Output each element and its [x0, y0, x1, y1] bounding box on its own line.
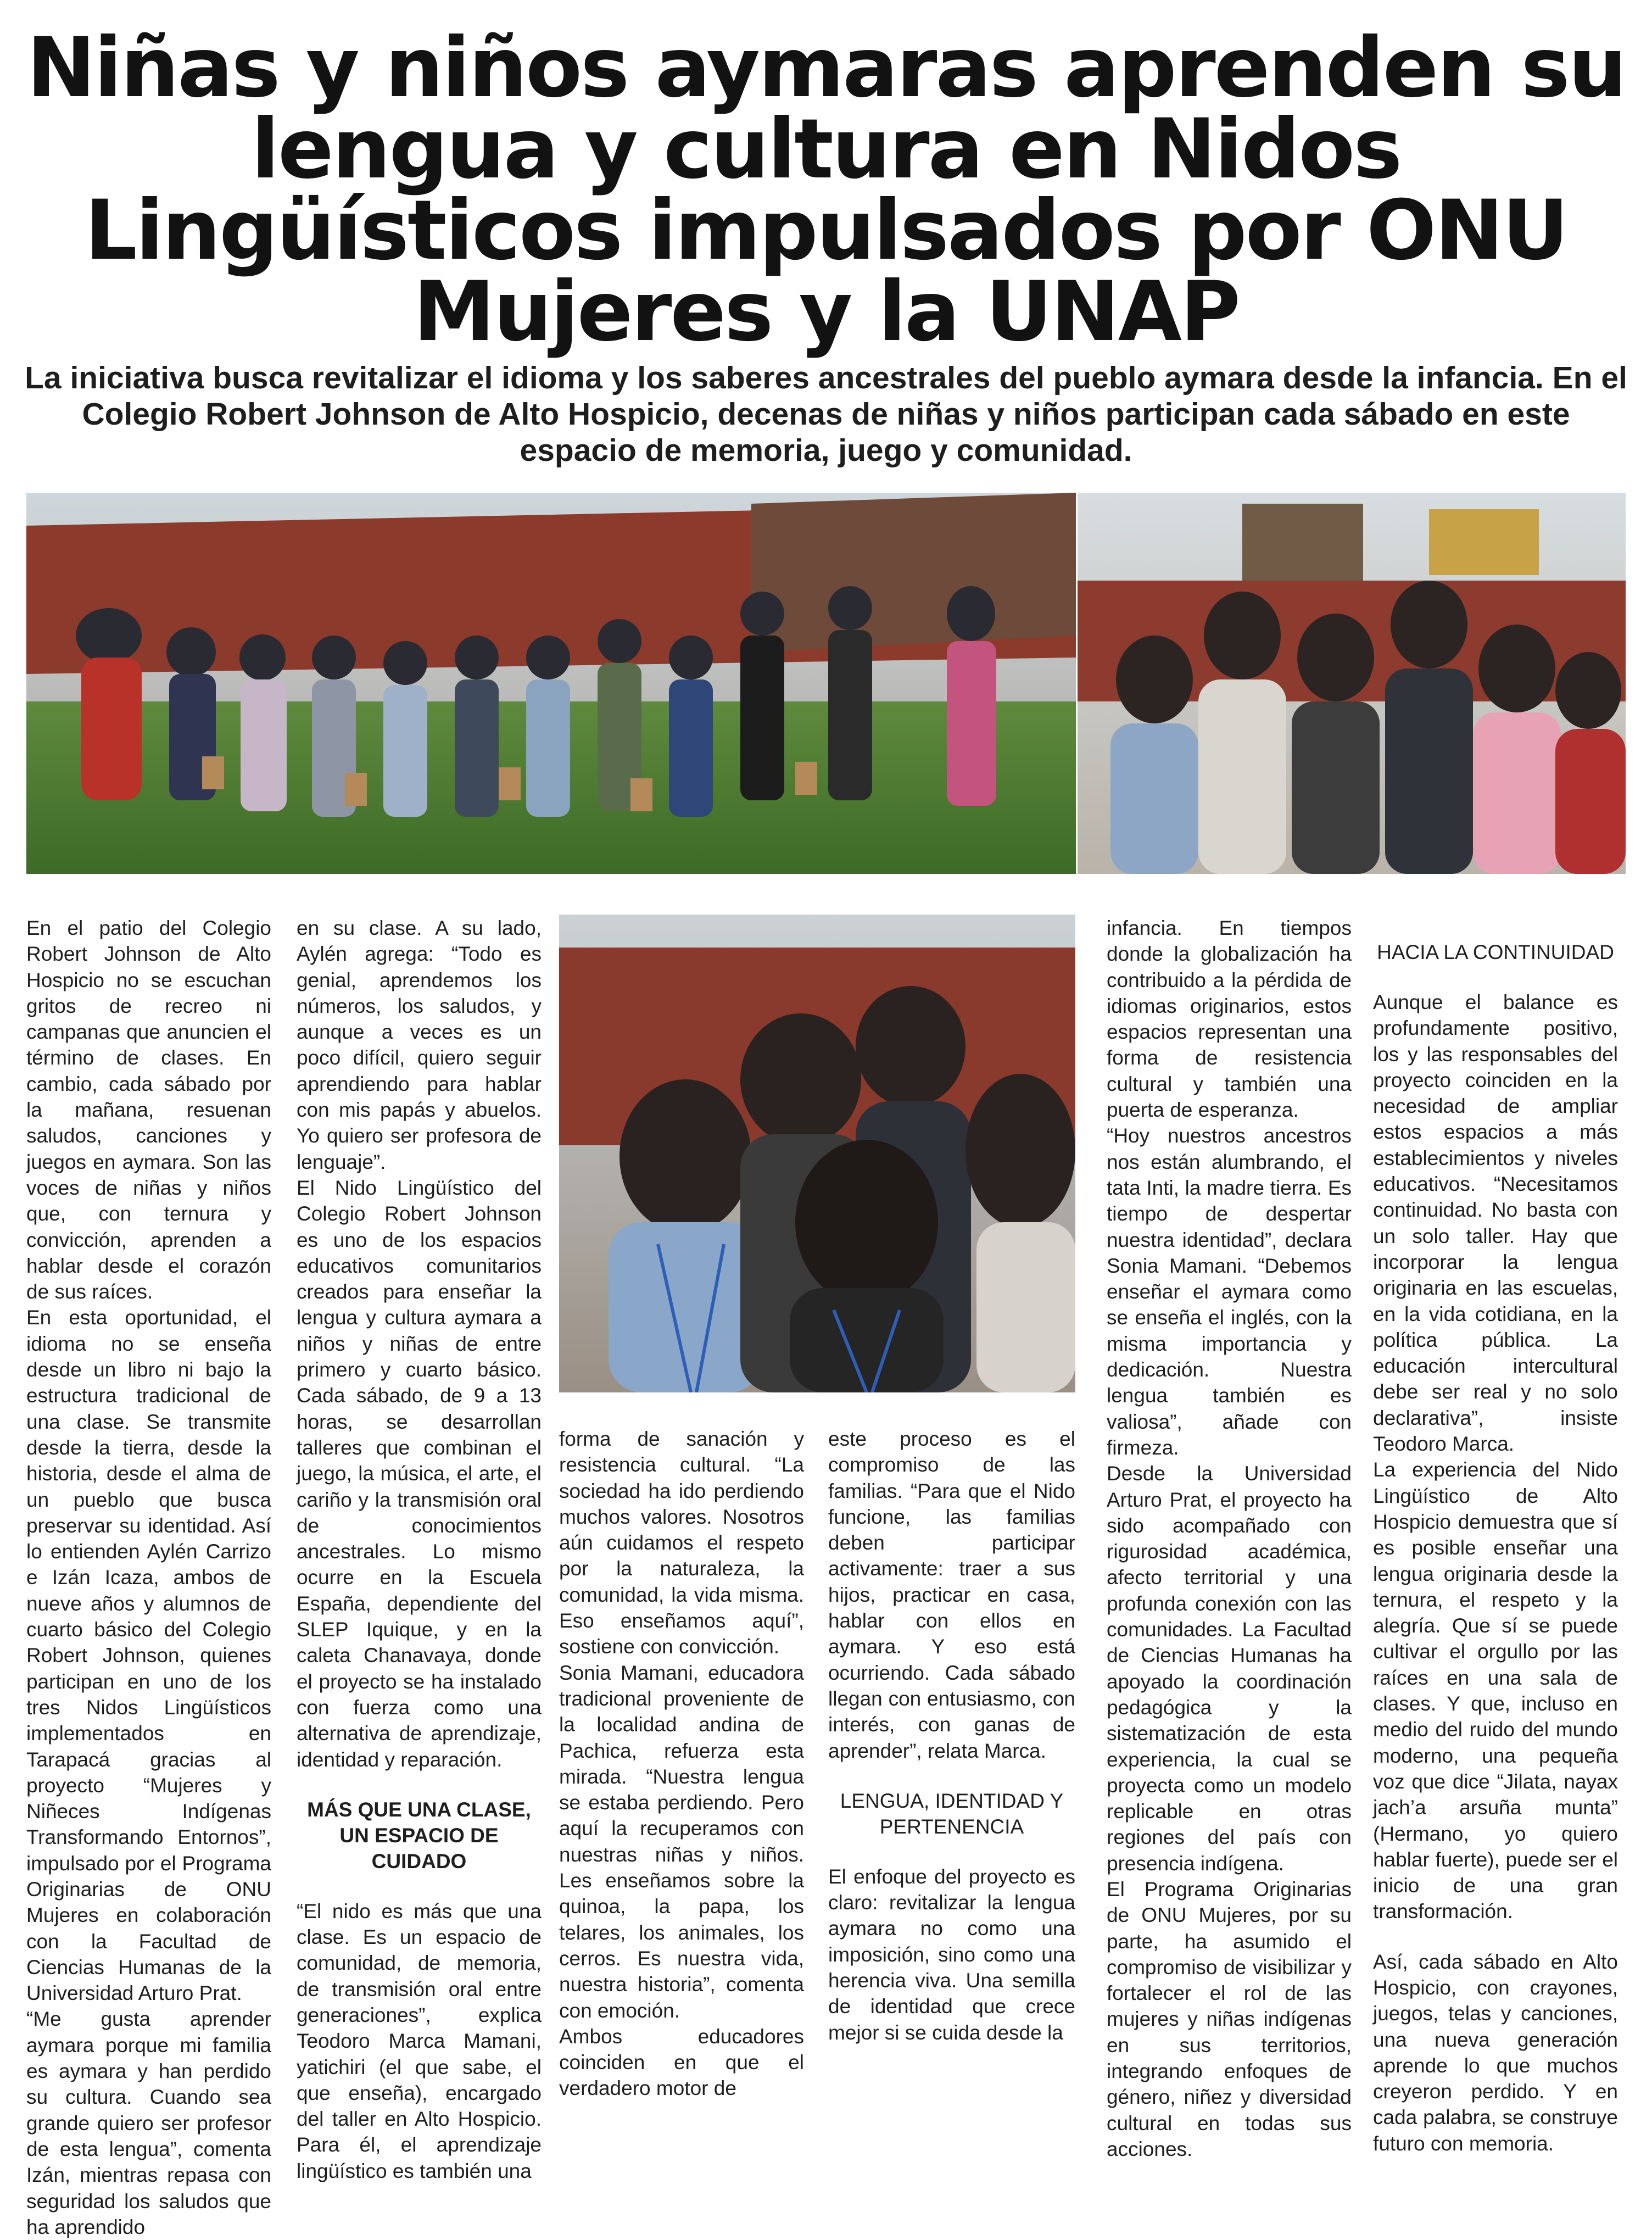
paragraph: El Nido Lingüístico del Colegio Robert Johnson es uno de los espacios educativos comunitarios creados para enseñar la lengua y cultura aymara a niños y niñas de entre primero y cuarto básico. Cada sábado, de 9 a 13 horas, se desarrollan talleres que combinan el juego, la música, el arte, el cariño y la transmisión oral de conocimientos ancestrales. Lo mismo ocurre en la Escuela España, dependiente del SLEP Iquique, y en la caleta Chanavaya, donde el proyecto se ha instalado con fuerza como una alternativa de aprendizaje, identidad y reparación. [297, 1176, 542, 1771]
paragraph: infancia. En tiempos donde la globalización ha contribuido a la pérdida de idiomas originarios, estos espacios representan una forma de resistencia cultural y también una puerta de esperanza. [1107, 917, 1352, 1122]
paragraph: “Me gusta aprender aymara porque mi familia es aymara y han perdido su cultura. Cuando sea grande quiero ser profesor de esta lengua”, comenta Izán, mientras repasa con seguridad los saludos que ha aprendido [26, 2008, 271, 2238]
paragraph: El enfoque del proyecto es claro: revitalizar la lengua aymara no como una imposición, sino como una herencia viva. Una semilla de identidad que crece mejor si se cuida desde la [828, 1865, 1075, 2044]
paragraph: La experiencia del Nido Lingüístico de Alto Hospicio demuestra que sí es posible enseñar una lengua originaria desde la ternura, el respeto y la alegría. Que sí se puede cultivar el orgullo por las raíces en una sala de clases. Y que, incluso en medio del ruido del mundo moderno, una pequeña voz que dice “Jilata, nayax jach’a arsuña munta” (Hermano, yo quiero hablar fuerte), puede ser el inicio de una gran transformación. [1373, 1458, 1618, 1923]
children-closeup-photo [1078, 493, 1626, 874]
section-heading-cuidado: MÁS QUE UNA CLASE, UN ESPACIO DE CUIDADO [307, 1798, 531, 1873]
article-column-3 [559, 1426, 804, 2102]
article-column-6 [1373, 939, 1618, 2157]
paragraph: este proceso es el compromiso de las familias. “Para que el Nido funcione, las familias deben participar activamente: traer a sus hijos, practicar en casa, hablar con ellos en aymara. Y eso está ocurriendo. Cada sábado llegan con entusiasmo, con interés, con ganas de aprender”, relata Marca. [828, 1428, 1075, 1762]
headline: Niñas y niños aymaras aprenden su lengua y cultura en Nidos Lingüísticos impulsados por ONU Mujeres y la UNAP [26, 20, 1626, 360]
paragraph: Ambos educadores coinciden en que el verdadero motor de [559, 2025, 804, 2100]
paragraph: En esta oportunidad, el idioma no se enseña desde un libro ni bajo la estructura tradicional de una clase. Se transmite desde la tierra, desde la historia, desde el alma de un pueblo que busca preservar su identidad. Así lo entienden Aylén Carrizo e Izán Icaza, ambos de nueve años y alumnos de cuarto básico del Colegio Robert Johnson, quienes participan en uno de los tres Nidos Lingüísticos implementados en Tarapacá gracias al proyecto “Mujeres y Niñeces Indígenas Transformando Entornos”, impulsado por el Programa Originarias de ONU Mujeres en colaboración con la Facultad de Ciencias Humanas de la Universidad Arturo Prat. [26, 1306, 271, 2005]
paragraph: en su clase. A su lado, Aylén agrega: “Todo es genial, aprendemos los números, los saludos, y aunque a veces es un poco difícil, quiero seguir aprendiendo para hablar con mis papás y abuelos. Yo quiero ser profesora de lenguaje”. [297, 917, 542, 1173]
paragraph: Desde la Universidad Arturo Prat, el proyecto ha sido acompañado con rigurosidad académica, afecto territorial y una profunda conexión con las comunidades. La Facultad de Ciencias Humanas ha apoyado la coordinación pedagógica y la sistematización de esta experiencia, la cual se proyecta como un modelo replicable en otras regiones del país con presencia indígena. [1107, 1462, 1352, 1875]
section-heading-pertenencia: LENGUA, IDENTIDAD Y PERTENENCIA [840, 1789, 1064, 1838]
paragraph: Aunque el balance es profundamente positivo, los y las responsables del proyecto coinciden en la necesidad de ampliar estos espacios a más establecimientos y niveles educativos. “Necesitamos continuidad. No basta con un solo taller. Hay que incorporar la lengua originaria en las escuelas, en la vida cotidiana, en la política pública. La educación intercultural debe ser real y no solo declarativa”, insiste Teodoro Marca. [1373, 991, 1618, 1456]
paragraph: forma de sanación y resistencia cultural. “La sociedad ha ido perdiendo muchos valores. Nosotros aún cuidamos el respeto por la naturaleza, la comunidad, la vida misma. Eso enseñamos aquí”, sostiene con convicción. [559, 1428, 804, 1658]
paragraph: El Programa Originarias de ONU Mujeres, por su parte, ha asumido el compromiso de visibilizar y fortalecer el rol de las mujeres y niñas indígenas en sus territorios, integrando enfoques de género, niñez y diversidad cultural en todas sus acciones. [1107, 1877, 1352, 2160]
subheadline: La iniciativa busca revitalizar el idioma y los saberes ancestrales del pueblo aymara desde la infancia. En el Colegio Robert Johnson de Alto Hospicio, decenas de niñas y niños participan cada sábado en este espacio de memoria, juego y comunidad. [25, 360, 1627, 468]
paragraph: Sonia Mamani, educadora tradicional proveniente de la localidad andina de Pachica, refuerza esta mirada. “Nuestra lengua se estaba perdiendo. Pero aquí la recuperamos con nuestras niñas y niños. Les enseñamos sobre la quinoa, la papa, los telares, los animales, los cerros. Es nuestra vida, nuestra historia”, comenta con emoción. [559, 1661, 804, 2022]
article-column-2 [297, 915, 542, 2184]
section-heading-continuidad: HACIA LA CONTINUIDAD [1377, 941, 1614, 963]
article-column-4 [828, 1426, 1075, 2046]
paragraph: En el patio del Colegio Robert Johnson de Alto Hospicio no se escuchan gritos de recreo ni campanas que anuncien el término de clases. En cambio, cada sábado por la mañana, resuenan saludos, canciones y juegos en aymara. Son las voces de niñas y niños que, con ternura y convicción, aprenden a hablar desde el corazón de sus raíces. [26, 917, 271, 1303]
paragraph: “Hoy nuestros ancestros nos están alumbrando, el tata Inti, la madre tierra. Es tiempo de despertar nuestra identidad”, declara Sonia Mamani. “Debemos enseñar el aymara como se enseña el inglés, con la misma importancia y dedicación. Nuestra lengua también es valiosa”, añade con firmeza. [1107, 1124, 1352, 1459]
paragraph: “El nido es más que una clase. Es un espacio de comunidad, de memoria, de transmisión oral entre generaciones”, explica Teodoro Marca Mamani, yatichiri (el que sabe, el que enseña), encargado del taller en Alto Hospicio. Para él, el aprendizaje lingüístico es también una [297, 1899, 542, 2182]
children-lanyard-photo [559, 915, 1075, 1392]
article-column-5 [1107, 915, 1352, 2162]
group-photo [26, 493, 1076, 874]
article-column-1 [26, 915, 271, 2240]
paragraph: Así, cada sábado en Alto Hospicio, con crayones, juegos, telas y canciones, una nueva generación aprende lo que muchos creyeron perdido. Y en cada palabra, se construye futuro con memoria. [1373, 1950, 1618, 2155]
